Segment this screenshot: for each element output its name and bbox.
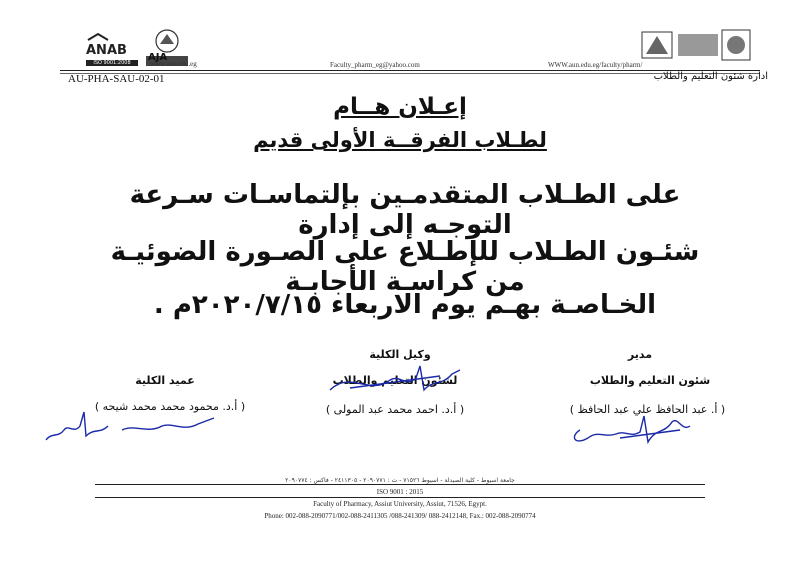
body-line-2: شئـون الطـلاب للإطـلاع على الصـورة الضوئيـة من كراسـة الأجابـة: [110, 237, 700, 297]
anab-cert-text: ISO 9001:2008: [93, 60, 131, 66]
document-code: AU-PHA-SAU-02-01: [68, 73, 165, 85]
announcement-title: إعـلان هــام: [333, 94, 467, 120]
aja-logo-text: AJA: [148, 52, 168, 63]
footer-phone: Phone: 002-088-2090771/002-088-2411305 /088-241309/ 088-2412148, Fax.: 002-088-2090774: [264, 512, 536, 520]
announcement-subtitle: لطـلاب الفرقــة الأولى قديم: [253, 128, 547, 152]
footer-arabic-address: جامعة اسيوط - كلية الصيدلة - اسيوط ٧١٥٢٦ - ت : ٢٠٩٠٧٧١ - ٢٤١١٣٠٥ - فاكس : ٢٠٩٠٧٧٤: [285, 477, 515, 484]
sig-right-name: ( أ. عبد الحافظ علي عبد الحافظ ): [569, 403, 726, 416]
department-label: ادارة شئون التعليم والطلاب: [653, 71, 768, 82]
sig-left-name: ( أ.د. محمود محمد محمد شيحه ): [94, 400, 246, 413]
footer-address: Faculty of Pharmacy, Assiut University, Assiut, 71526, Egypt.: [313, 500, 487, 508]
body-line-3: الخـاصـة بهـم يوم الاربعاء ٢٠٢٠/٧/١٥م .: [153, 290, 657, 320]
anab-logo-text: ANAB: [86, 43, 127, 58]
sig-right-title-2: شئون التعليم والطلاب: [589, 374, 711, 387]
url-left-partial: www.aun.edu.eg: [150, 60, 197, 68]
sig-middle-title-1: وكيل الكلية: [369, 348, 431, 361]
anab-logo-graphic: [82, 30, 138, 60]
sig-middle-title-2: لشئون التعليم والطلاب: [332, 374, 458, 387]
sig-left-title: عميد الكلية: [135, 374, 195, 387]
email-link[interactable]: Faculty_pharm_eg@yahoo.com: [330, 61, 420, 69]
footer-divider: [95, 484, 705, 485]
sig-right-signature: [560, 408, 700, 450]
sig-middle-signature: [320, 360, 470, 400]
footer-divider-2: [95, 497, 705, 498]
university-logo: [640, 26, 752, 62]
website-link[interactable]: WWW.aun.edu.eg/faculty/pharm/: [548, 61, 643, 69]
footer-iso: ISO 9001 : 2015: [376, 488, 424, 496]
body-line-1: على الطـلاب المتقدمـين بإلتماسـات سـرعة التوجـه إلى إدارة: [129, 180, 681, 240]
sig-right-title-1: مدير: [627, 348, 653, 361]
sig-left-signature: [38, 404, 228, 446]
sig-middle-name: ( أ.د. احمد محمد عبد المولى ): [325, 403, 465, 416]
anab-cert-bar: [86, 60, 138, 66]
